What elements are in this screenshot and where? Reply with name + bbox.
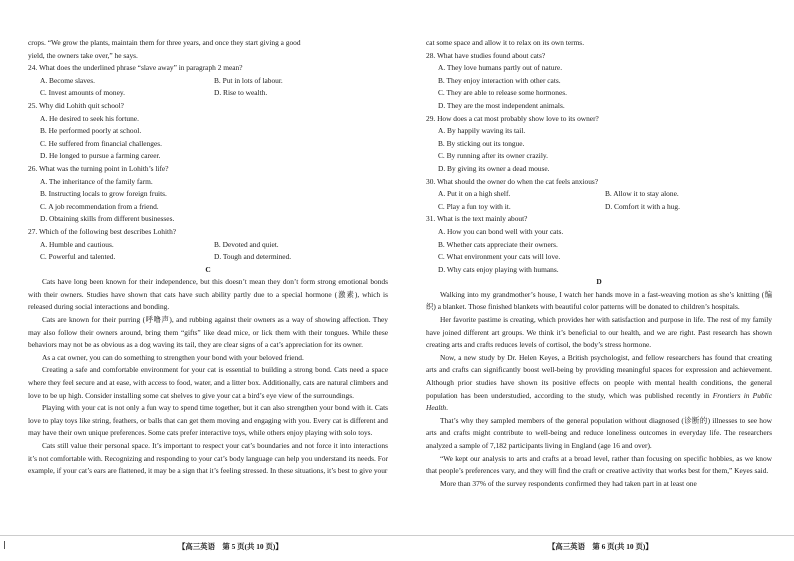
option-c[interactable]: C. Play a fun toy with it. [438, 201, 511, 211]
option-d[interactable]: D. Tough and determined. [214, 252, 292, 262]
paragraph: Cats have long been known for their independence, but this doesn’t mean they don’t form strong emotional bonds with their owners. Studies have shown that cats have such ability partly due to a special hormone (激素), which is released during social interactions and bonding. [28, 277, 388, 312]
option-d[interactable]: D. They are the most independent animals. [438, 100, 565, 110]
question-31 [426, 213, 772, 276]
section-c-heading: C [205, 264, 211, 274]
option-c[interactable]: C. Powerful and talented. [40, 252, 116, 262]
question-stem: 26. What was the turning point in Lohith’s life? [28, 163, 169, 173]
option-a[interactable]: A. Become slaves. [40, 75, 96, 85]
paragraph: As a cat owner, you can do something to strengthen your bond with your beloved friend. [42, 352, 304, 362]
question-26 [28, 163, 388, 226]
question-28 [426, 50, 772, 113]
page-footer-right: 【高三英语 第 6 页(共 10 页)】 [548, 542, 653, 551]
option-d[interactable]: D. Obtaining skills from different businesses. [40, 214, 175, 224]
right-column [426, 37, 772, 490]
option-c[interactable]: C. What environment your cats will love. [438, 252, 561, 262]
question-stem: 27. Which of the following best describes Lohith? [28, 226, 177, 236]
option-b[interactable]: B. Put in lots of labour. [214, 75, 283, 85]
paragraph: That’s why they sampled members of the general population without diagnosed (诊断的) illnesses to see how arts and crafts might contribute to well-being and reduce loneliness outcomes in everyday life. The researchers analyzed a sample of 7,182 participants living in England (age 16 and over). [426, 415, 772, 450]
paragraph: Cats are known for their purring (呼噜声), and rubbing against their owners as a way of showing affection. They may also follow their owners around, bring them “gifts” like dead mice, or lick them with their tongues. While these behaviors may not be as obvious as a dog waving its tail, they are clear signs of a cat’s appreciation for its owner. [28, 315, 388, 350]
paragraph: Now, a new study by Dr. Helen Keyes, a British psychologist, and fellow researchers has found that creating arts and crafts can significantly boost well-being by providing meaningful spaces for expression and achievement. Although prior studies have shown its positive effects on people with mental health conditions, the general population has been understudied, according to the study, which was published recently in Frontiers in Public Health. [426, 352, 772, 413]
option-a[interactable]: A. The inheritance of the family farm. [40, 176, 153, 186]
option-a[interactable]: A. They love humans partly out of nature. [438, 63, 563, 73]
option-c[interactable]: C. Invest amounts of money. [40, 88, 125, 98]
section-d-heading: D [596, 277, 602, 287]
question-30 [426, 176, 772, 214]
left-column [28, 37, 388, 478]
option-b[interactable]: B. By sticking out its tongue. [438, 138, 525, 148]
option-b[interactable]: B. Allow it to stay alone. [605, 189, 679, 199]
question-29 [426, 113, 772, 176]
option-c[interactable]: C. By running after its owner crazily. [438, 151, 548, 161]
question-stem: 30. What should the owner do when the cat feels anxious? [426, 176, 599, 186]
paragraph: Cats still value their personal space. It’s important to respect your cat’s boundaries and not force it into interactions it’s not comfortable with. Recognizing and responding to your cat’s body language can help you understand its needs. For example, if your cat’s ears are flattened, it may be a sign that it’s feeling stressed. In these situations, it’s best to give your [28, 441, 389, 476]
option-a[interactable]: A. He desired to seek his fortune. [40, 113, 139, 123]
intro-line-1: crops. “We grow the plants, maintain them for three years, and once they start giving a good [28, 38, 301, 47]
option-b[interactable]: B. Devoted and quiet. [214, 239, 279, 249]
paragraph: Playing with your cat is not only a fun way to spend time together, but it can also strengthen your bond with it. Cats love to play toys like string, feathers, or balls that can get them moving and engaging with you. Every cat is different and may have their own unique preferences. Some cats prefer interactive toys, while others enjoy playing with solo toys. [28, 403, 388, 438]
journal-title: Frontiers in Public Health [426, 390, 772, 413]
option-d[interactable]: D. Rise to wealth. [214, 88, 268, 98]
page-footer-left: 【高三英语 第 5 页(共 10 页)】 [178, 542, 283, 551]
intro-line: cat some space and allow it to relax on its own terms. [426, 38, 585, 47]
option-b[interactable]: B. He performed poorly at school. [40, 126, 142, 136]
option-b[interactable]: B. Whether cats appreciate their owners. [438, 239, 558, 249]
paragraph: Her favorite pastime is creating, which provides her with satisfaction and purpose in life. The rest of my family have joined different art groups. We think it’s beneficial to our health, and we are right. Past research has shown creating arts and crafts reduces levels of cortisol, the body’s stress hormone. [426, 315, 772, 350]
option-a[interactable]: A. By happily waving its tail. [438, 126, 526, 136]
option-a[interactable]: A. Humble and cautious. [40, 239, 114, 249]
question-24 [28, 62, 388, 100]
footer-divider [0, 535, 794, 536]
paragraph: Walking into my grandmother’s house, I watch her hands move in a fast-weaving motion as she’s knitting (编织) a blanket. Those finished blankets with beautiful color patterns will be donated to children’s hospitals. [426, 289, 772, 312]
option-c[interactable]: C. He suffered from financial challenges. [40, 138, 162, 148]
paragraph: “We kept our analysis to arts and crafts at a broad level, rather than focusing on specific hobbies, as we know that people’s preferences vary, and they will find the craft or creative activity that works best for them,” Keyes said. [426, 453, 772, 476]
question-stem: 29. How does a cat most probably show love to its owner? [426, 113, 599, 123]
paragraph: More than 37% of the survey respondents confirmed they had taken part in at least one [440, 478, 697, 488]
question-stem: 28. What have studies found about cats? [426, 50, 546, 60]
passage-d [426, 289, 772, 491]
option-c[interactable]: C. A job recommendation from a friend. [40, 201, 159, 211]
question-25 [28, 100, 388, 163]
option-c[interactable]: C. They are able to release some hormones. [438, 88, 567, 98]
margin-mark [4, 541, 5, 549]
option-d[interactable]: D. Why cats enjoy playing with humans. [438, 264, 559, 274]
paragraph-text: Now, a new study by Dr. Helen Keyes, a British psychologist, and fellow researchers has found that creating arts and crafts can significantly boost well-being by providing meaningful spaces for expression and achievement. Although prior studies have shown its positive effects on people with mental health conditions, the general population has been understudied, according to the study, which was published recently in [426, 352, 772, 400]
option-b[interactable]: B. They enjoy interaction with other cats. [438, 75, 561, 85]
option-b[interactable]: B. Instructing locals to grow foreign fruits. [40, 189, 167, 199]
option-d[interactable]: D. By giving its owner a dead mouse. [438, 163, 550, 173]
option-d[interactable]: D. Comfort it with a hug. [605, 201, 680, 211]
question-stem: 25. Why did Lohith quit school? [28, 100, 124, 110]
paragraph: Creating a safe and comfortable environment for your cat is essential to building a strong bond. Cats need a space where they feel secure and at ease, with access to food, water, and a litter box. Additionally, cats are natural climbers and love to be up high. Consider installing some cat shelves to give your cat a bird’s eye view of the surroundings. [28, 365, 388, 400]
option-a[interactable]: A. How you can bond well with your cats. [438, 226, 564, 236]
intro-line-2: yield, the owners take over,” he says. [28, 50, 138, 60]
passage-c [28, 276, 388, 478]
question-27 [28, 226, 388, 264]
option-a[interactable]: A. Put it on a high shelf. [438, 189, 511, 199]
option-d[interactable]: D. He longed to pursue a farming career. [40, 151, 161, 161]
question-stem: 24. What does the underlined phrase “slave away” in paragraph 2 mean? [28, 63, 243, 73]
question-stem: 31. What is the text mainly about? [426, 214, 528, 224]
